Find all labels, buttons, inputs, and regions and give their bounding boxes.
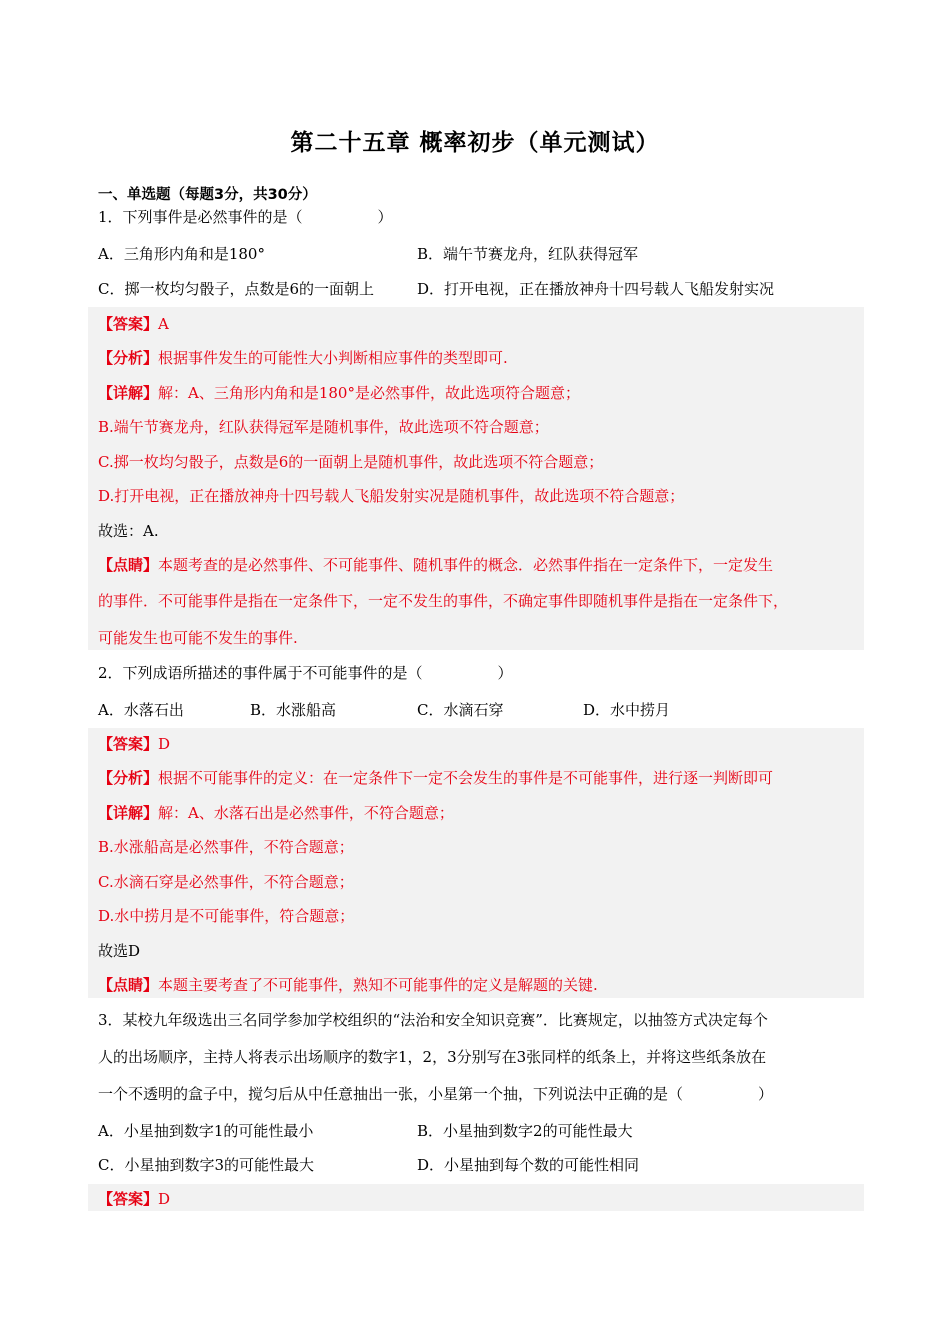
q2-detail-b: B.水涨船高是必然事件，不符合题意； bbox=[98, 838, 354, 856]
q1-option-b: B．端午节赛龙舟，红队获得冠军 bbox=[417, 245, 639, 263]
q1-option-d: D．打开电视，正在播放神舟十四号载人飞船发射实况 bbox=[417, 280, 775, 298]
q1-detail-b: B.端午节赛龙舟，红队获得冠军是随机事件，故此选项不符合题意； bbox=[98, 418, 549, 436]
q1-choice: 故选：A. bbox=[98, 522, 159, 540]
q3-option-c: C．小星抽到数字3的可能性最大 bbox=[98, 1156, 315, 1174]
q2-detail-c: C.水滴石穿是必然事件，不符合题意； bbox=[98, 873, 354, 891]
q2-option-d: D．水中捞月 bbox=[583, 701, 671, 719]
q3-stem-line-3: 一个不透明的盒子中，搅匀后从中任意抽出一张，小星第一个抽，下列说法中正确的是（ ） bbox=[98, 1085, 774, 1103]
q2-option-c: C．水滴石穿 bbox=[417, 701, 504, 719]
q1-comment-line-2: 的事件．不可能事件是指在一定条件下，一定不发生的事件，不确定事件即随机事件是指在一定条件下， bbox=[98, 592, 789, 610]
q3-option-b: B．小星抽到数字2的可能性最大 bbox=[417, 1122, 633, 1140]
q3-solution-box bbox=[88, 1184, 864, 1211]
q3-option-a: A．小星抽到数字1的可能性最小 bbox=[98, 1122, 314, 1140]
q2-option-a: A．水落石出 bbox=[98, 701, 184, 719]
q2-detail-d: D.水中捞月是不可能事件，符合题意； bbox=[98, 907, 355, 925]
q1-detail: 【详解】解：A、三角形内角和是180°是必然事件，故此选项符合题意； bbox=[98, 384, 580, 402]
q1-analysis: 【分析】根据事件发生的可能性大小判断相应事件的类型即可. bbox=[98, 349, 508, 367]
q1-detail-c: C.掷一枚均匀骰子，点数是6的一面朝上是随机事件，故此选项不符合题意； bbox=[98, 453, 604, 471]
q1-answer: 【答案】A bbox=[98, 315, 169, 333]
q2-detail: 【详解】解：A、水落石出是必然事件，不符合题意； bbox=[98, 804, 454, 822]
q3-stem-line-2: 人的出场顺序，主持人将表示出场顺序的数字1，2，3分别写在3张同样的纸条上，并将这些纸条放在 bbox=[98, 1048, 767, 1066]
q2-comment: 【点睛】本题主要考查了不可能事件，熟知不可能事件的定义是解题的关键. bbox=[98, 976, 598, 994]
q2-answer: 【答案】D bbox=[98, 735, 171, 753]
section-heading: 一、单选题（每题3分，共30分） bbox=[98, 187, 317, 203]
q1-comment: 【点睛】本题考查的是必然事件、不可能事件、随机事件的概念．必然事件指在一定条件下，一定发生 bbox=[98, 556, 774, 574]
q2-option-b: B．水涨船高 bbox=[250, 701, 337, 719]
q1-option-a: A．三角形内角和是180° bbox=[98, 245, 265, 263]
q1-option-c: C．掷一枚均匀骰子，点数是6的一面朝上 bbox=[98, 280, 375, 298]
q3-stem-line-1: 3．某校九年级选出三名同学参加学校组织的“法治和安全知识竞赛”．比赛规定，以抽签方式决定每个 bbox=[98, 1011, 768, 1029]
q3-answer: 【答案】D bbox=[98, 1190, 171, 1208]
page-title: 第二十五章 概率初步（单元测试） bbox=[290, 130, 660, 156]
q2-choice: 故选D bbox=[98, 942, 141, 960]
q1-stem: 1．下列事件是必然事件的是（ ） bbox=[98, 208, 393, 226]
q1-comment-line-3: 可能发生也可能不发生的事件. bbox=[98, 629, 298, 647]
q2-stem: 2．下列成语所描述的事件属于不可能事件的是（ ） bbox=[98, 664, 513, 682]
q3-option-d: D．小星抽到每个数的可能性相同 bbox=[417, 1156, 640, 1174]
q1-detail-d: D.打开电视，正在播放神舟十四号载人飞船发射实况是随机事件，故此选项不符合题意； bbox=[98, 487, 685, 505]
q2-analysis: 【分析】根据不可能事件的定义：在一定条件下一定不会发生的事件是不可能事件，进行逐一判断即可 bbox=[98, 769, 774, 787]
